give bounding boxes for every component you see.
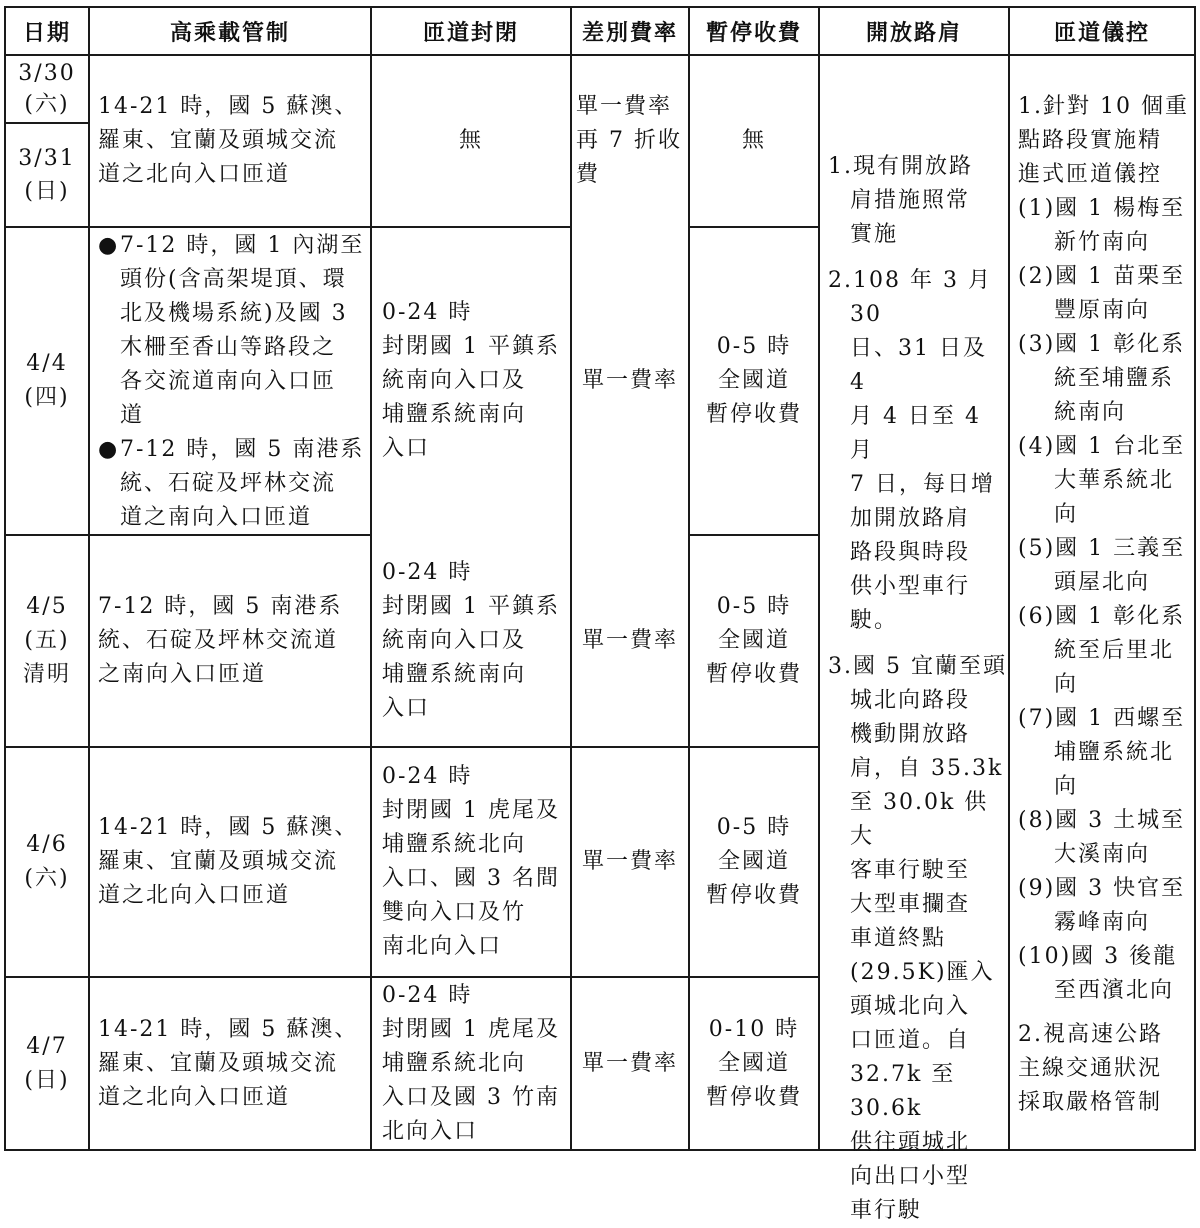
border-right — [1194, 6, 1196, 1151]
metering-item: (7)國 1 西螺至 埔鹽系統北 向 — [1018, 706, 1186, 799]
ramp-cell: 0-24 時 封閉國 1 虎尾及 埔鹽系統北向 入口及國 3 竹南 北向入口 — [382, 982, 560, 1144]
metering-item: (8)國 3 土城至 大溪南向 — [1018, 808, 1186, 867]
header-hov: 高乘載管制 — [169, 20, 290, 46]
date-cell: 3/31 (日) — [18, 146, 76, 204]
metering-outro: 2.視高速公路 主線交通狀況 採取嚴格管制 — [1018, 1022, 1163, 1115]
metering-intro: 1.針對 10 個重 點路段實施精 進式匝道儀控 — [1018, 94, 1189, 187]
toll-cell: 0-10 時 全國道 暫停收費 — [705, 1016, 802, 1110]
metering-item: (5)國 1 三義至 頭屋北向 — [1018, 536, 1186, 595]
toll-cell: 0-5 時 全國道 暫停收費 — [705, 594, 802, 687]
rate-cell: 單一費率 — [581, 628, 678, 653]
col-divider — [1008, 6, 1010, 1151]
header-shoulder: 開放路肩 — [865, 20, 962, 46]
header-metering: 匝道儀控 — [1053, 20, 1150, 46]
ramp-cell: 0-24 時 封閉國 1 虎尾及 埔鹽系統北向 入口、國 3 名間 雙向入口及竹 南北向入口 — [382, 764, 560, 959]
metering-item: (3)國 1 彰化系 統至埔鹽系 統南向 — [1018, 332, 1186, 425]
toll-cell: 0-5 時 全國道 暫停收費 — [705, 815, 802, 908]
header-ramp-closure: 匝道封閉 — [422, 20, 519, 46]
ramp-cell: 0-24 時 封閉國 1 平鎮系 統南向入口及 埔鹽系統南向 入口 — [382, 300, 560, 461]
hov-cell: 14-21 時，國 5 蘇澳、 羅東、宜蘭及頭城交流 道之北向入口匝道 — [98, 94, 359, 187]
rate-cell: 單一費率 — [581, 368, 678, 393]
hov-bullet: ●7-12 時，國 1 內湖至 頭份(含高架堤頂、環 北及機場系統)及國 3 木柵至香山等路段之 各交流道南向入口匝 道 — [98, 233, 365, 428]
col-divider — [818, 6, 820, 1151]
date-cell: 4/7 (日) — [24, 1033, 70, 1093]
ramp-cell: 0-24 時 封閉國 1 平鎮系 統南向入口及 埔鹽系統南向 入口 — [382, 560, 560, 721]
col-divider — [88, 6, 90, 1151]
metering-item: (6)國 1 彰化系 統至后里北 向 — [1018, 604, 1186, 697]
metering-item: (4)國 1 台北至 大華系統北 向 — [1018, 434, 1186, 527]
hov-cell — [98, 229, 370, 534]
header-date: 日期 — [22, 20, 71, 46]
date-cell: 4/6 (六) — [24, 832, 70, 891]
rate-cell: 單一費率 — [581, 849, 678, 874]
shoulder-item: 3.國 5 宜蘭至頭 城北向路段 機動開放路 肩，自 35.3k 至 30.0k 供大 客車行駛至 大型車攔查 車道終點 (29.5K)匯入 頭城北向入 口匝道。自 32.7k 至 30.6k 供往頭城北 向出口小型 車行駛 — [828, 654, 1007, 1223]
date-cell: 4/5 (五) 清明 — [22, 594, 71, 687]
metering-item: (1)國 1 楊梅至 新竹南向 — [1018, 196, 1186, 255]
date-cell: 4/4 (四) — [24, 351, 70, 410]
hov-bullet: ●7-12 時，國 5 南港系 統、石碇及坪林交流 道之南向入口匝道 — [98, 437, 365, 530]
hov-cell: 7-12 時，國 5 南港系 統、石碇及坪林交流道 之南向入口匝道 — [98, 594, 343, 687]
metering-item: (9)國 3 快官至 霧峰南向 — [1018, 876, 1186, 935]
ramp-cell: 無 — [458, 128, 483, 153]
shoulder-item: 2.108 年 3 月 30 日、31 日及 4 月 4 日至 4 月 7 日，每日增 加開放路肩 路段與時段 供小型車行 駛。 — [828, 268, 995, 633]
border-bottom — [4, 1149, 1196, 1151]
metering-item: (10)國 3 後龍 至西濱北向 — [1018, 944, 1178, 1003]
metering-item: (2)國 1 苗栗至 豐原南向 — [1018, 264, 1186, 323]
hov-cell: 14-21 時，國 5 蘇澳、 羅東、宜蘭及頭城交流 道之北向入口匝道 — [98, 815, 359, 908]
shoulder-cell — [828, 150, 1008, 1223]
toll-cell: 0-5 時 全國道 暫停收費 — [705, 334, 802, 427]
shoulder-item: 1.現有開放路 肩措施照常 實施 — [828, 154, 973, 247]
row-divider — [88, 226, 372, 228]
rate-cell: 單一費率 再 7 折收 費 — [576, 94, 682, 187]
date-cell: 3/30 (六) — [18, 61, 76, 117]
rate-cell: 單一費率 — [581, 1050, 678, 1076]
toll-cell: 無 — [741, 128, 766, 153]
header-toll-suspend: 暫停收費 — [705, 20, 802, 46]
metering-cell — [1018, 90, 1194, 1140]
hov-cell: 14-21 時，國 5 蘇澳、 羅東、宜蘭及頭城交流 道之北向入口匝道 — [98, 1016, 359, 1110]
header-diff-rate: 差別費率 — [581, 20, 678, 46]
